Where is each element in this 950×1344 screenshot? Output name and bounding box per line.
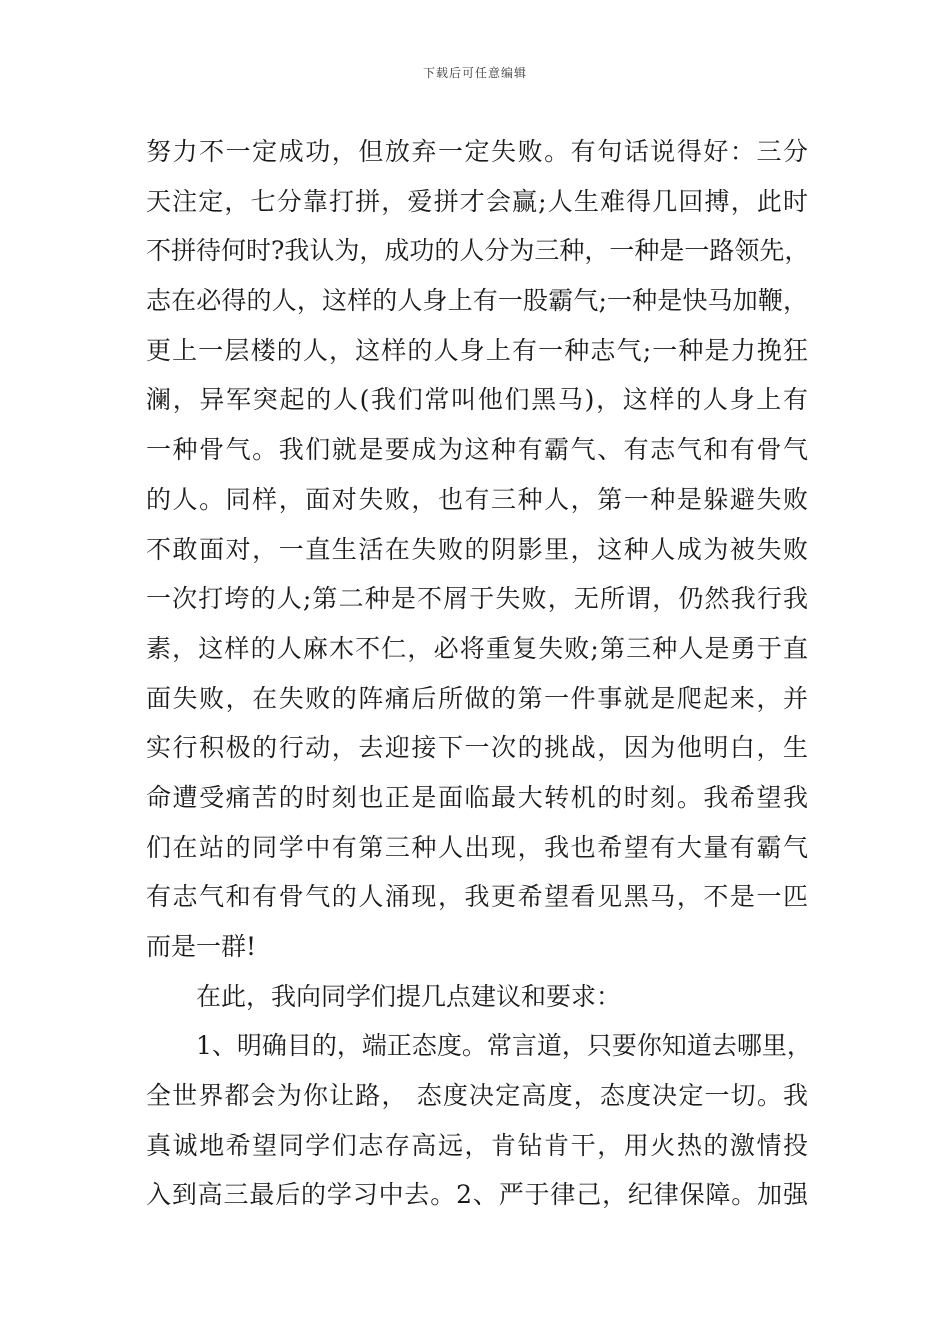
text-line: 全世界都会为你让路， 态度决定高度，态度决定一切。我 xyxy=(146,1081,808,1111)
text-line: 在此，我向同学们提几点建议和要求： xyxy=(196,981,622,1011)
text-line: 真诚地希望同学们志存高远，肯钻肯干，用火热的激情投 xyxy=(146,1130,808,1160)
text-line: 天注定，七分靠打拼，爱拼才会赢;人生难得几回搏，此时 xyxy=(146,186,808,216)
text-line: 志在必得的人，这样的人身上有一股霸气;一种是快马加鞭， xyxy=(146,286,808,316)
text-line: 命遭受痛苦的时刻也正是面临最大转机的时刻。我希望我 xyxy=(146,782,808,812)
text-line: 努力不一定成功，但放弃一定失败。有句话说得好：三分 xyxy=(146,137,808,166)
text-line: 面失败，在失败的阵痛后所做的第一件事就是爬起来，并 xyxy=(146,683,808,713)
text-line: 澜，异军突起的人(我们常叫他们黑马)，这样的人身上有 xyxy=(146,385,808,415)
text-line: 而是一群! xyxy=(146,932,257,961)
text-line: 不敢面对，一直生活在失败的阴影里，这种人成为被失败 xyxy=(146,534,808,564)
text-line: 更上一层楼的人，这样的人身上有一种志气;一种是力挽狂 xyxy=(146,335,808,365)
text-line: 一种骨气。我们就是要成为这种有霸气、有志气和有骨气 xyxy=(146,435,808,465)
text-line: 入到高三最后的学习中去。2、严于律己，纪律保障。加强 xyxy=(146,1180,808,1210)
text-line: 的人。同样，面对失败，也有三种人，第一种是躲避失败 xyxy=(146,484,808,514)
text-line: 们在站的同学中有第三种人出现，我也希望有大量有霸气 xyxy=(146,832,808,862)
text-line: 有志气和有骨气的人涌现，我更希望看见黑马，不是一匹 xyxy=(146,882,808,912)
document-body xyxy=(146,127,812,1220)
text-line: 实行积极的行动，去迎接下一次的挑战，因为他明白，生 xyxy=(146,733,808,763)
text-line: 素，这样的人麻木不仁，必将重复失败;第三种人是勇于直 xyxy=(146,633,808,663)
text-line: 一次打垮的人;第二种是不屑于失败，无所谓，仍然我行我 xyxy=(146,584,808,614)
text-line: 1、明确目的，端正态度。常言道，只要你知道去哪里， xyxy=(196,1031,812,1061)
page-header: 下载后可任意编辑 xyxy=(422,66,527,80)
text-line: 不拼待何时?我认为，成功的人分为三种，一种是一路领先， xyxy=(146,236,810,266)
